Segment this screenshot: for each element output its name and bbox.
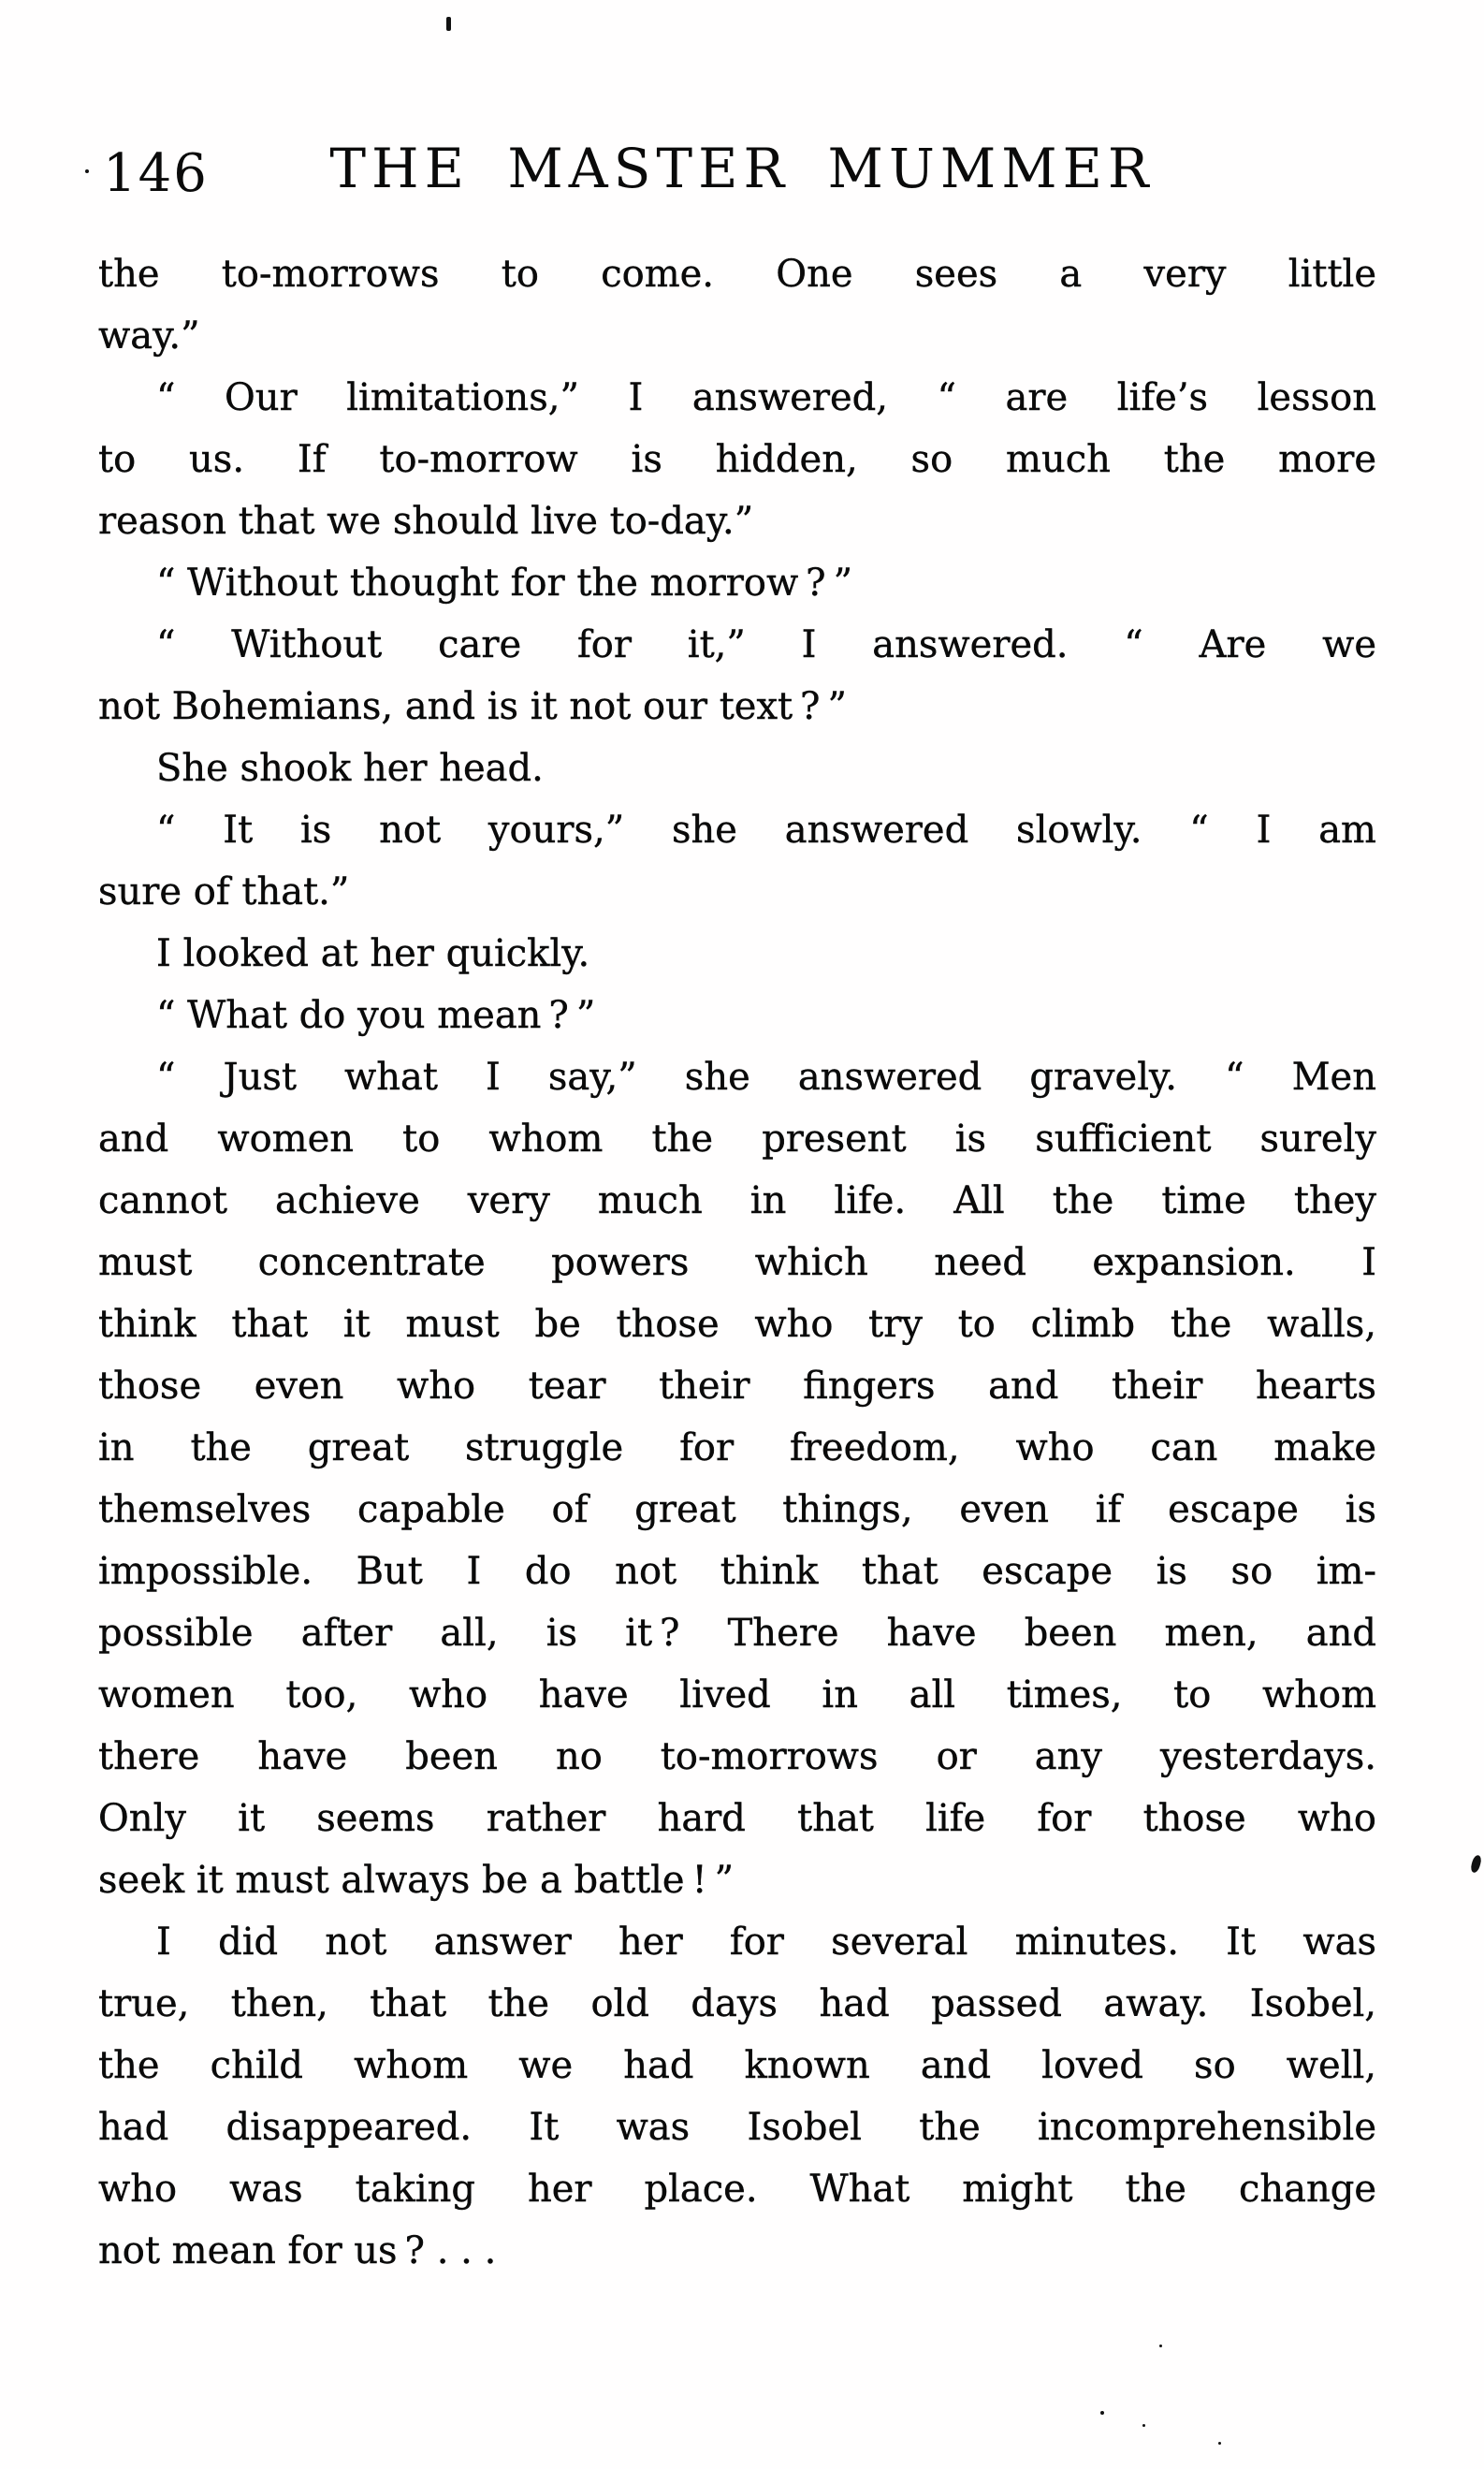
scan-speck (1159, 2345, 1162, 2347)
text-line: those even who tear their fingers and their hearts (98, 1365, 1376, 1408)
text-line: must concentrate powers which need expansion. I (98, 1241, 1376, 1284)
page-number: 146 (103, 143, 209, 204)
running-title: THE MASTER MUMMER (329, 137, 1155, 200)
text-line: Only it seems rather hard that life for those who (98, 1797, 1376, 1840)
text-line: “ What do you mean ? ” (156, 994, 596, 1037)
text-line: I looked at her quickly. (156, 932, 590, 975)
scan-speck (1142, 2424, 1145, 2427)
text-line: to us. If to-morrow is hidden, so much the more (98, 438, 1376, 481)
text-line: seek it must always be a battle ! ” (98, 1859, 735, 1902)
paragraph (98, 985, 1376, 1046)
text-line: I did not answer her for several minutes. It was (156, 1921, 1376, 1964)
text-line: possible after all, is it ? There have been men, and (98, 1612, 1376, 1655)
text-line: sure of that.” (98, 870, 350, 913)
text-line: not Bohemians, and is it not our text ? ” (98, 685, 847, 728)
paragraph (98, 367, 1376, 552)
scan-speck (1100, 2411, 1104, 2415)
text-line: themselves capable of great things, even if escape is (98, 1488, 1376, 1531)
text-line: the to-morrows to come. One sees a very little (98, 253, 1376, 296)
paragraph (98, 614, 1376, 738)
text-line: and women to whom the present is sufficient surely (98, 1118, 1376, 1161)
text-line: cannot achieve very much in life. All the time they (98, 1179, 1376, 1222)
paragraph (98, 243, 1376, 367)
paragraph (98, 738, 1376, 799)
text-line: true, then, that the old days had passed away. Isobel, (98, 1982, 1376, 2025)
text-line: the child whom we had known and loved so well, (98, 2044, 1376, 2087)
text-line: “ Our limitations,” I answered, “ are life’s lesson (156, 376, 1376, 419)
text-line: “ Without thought for the morrow ? ” (156, 562, 853, 605)
paragraph (98, 1911, 1376, 2282)
text-line: “ Just what I say,” she answered gravely. “ Men (156, 1056, 1376, 1099)
scan-speck (1218, 2442, 1221, 2445)
page-header (0, 137, 1484, 226)
text-line: had disappeared. It was Isobel the incomprehensible (98, 2106, 1376, 2149)
text-line: who was taking her place. What might the change (98, 2168, 1376, 2211)
paragraph (98, 923, 1376, 985)
paragraph (98, 799, 1376, 923)
paragraph (98, 552, 1376, 614)
text-line: She shook her head. (156, 747, 544, 790)
scan-fleck-right-margin (1470, 1854, 1483, 1874)
text-line: there have been no to-morrows or any yesterdays. (98, 1735, 1376, 1778)
text-line: “ It is not yours,” she answered slowly. “ I am (156, 809, 1376, 852)
page-body (98, 243, 1376, 2282)
scan-tick-mark (446, 17, 451, 31)
text-line: in the great struggle for freedom, who can make (98, 1426, 1376, 1469)
text-line: impossible. But I do not think that escape is so im- (98, 1550, 1376, 1593)
text-line: way.” (98, 314, 200, 358)
text-line: reason that we should live to-day.” (98, 500, 754, 543)
text-line: women too, who have lived in all times, to whom (98, 1673, 1376, 1717)
text-line: “ Without care for it,” I answered. “ Are we (156, 623, 1376, 666)
text-line: not mean for us ? . . . (98, 2229, 497, 2272)
paragraph (98, 1046, 1376, 1911)
text-line: think that it must be those who try to climb the walls, (98, 1303, 1376, 1346)
